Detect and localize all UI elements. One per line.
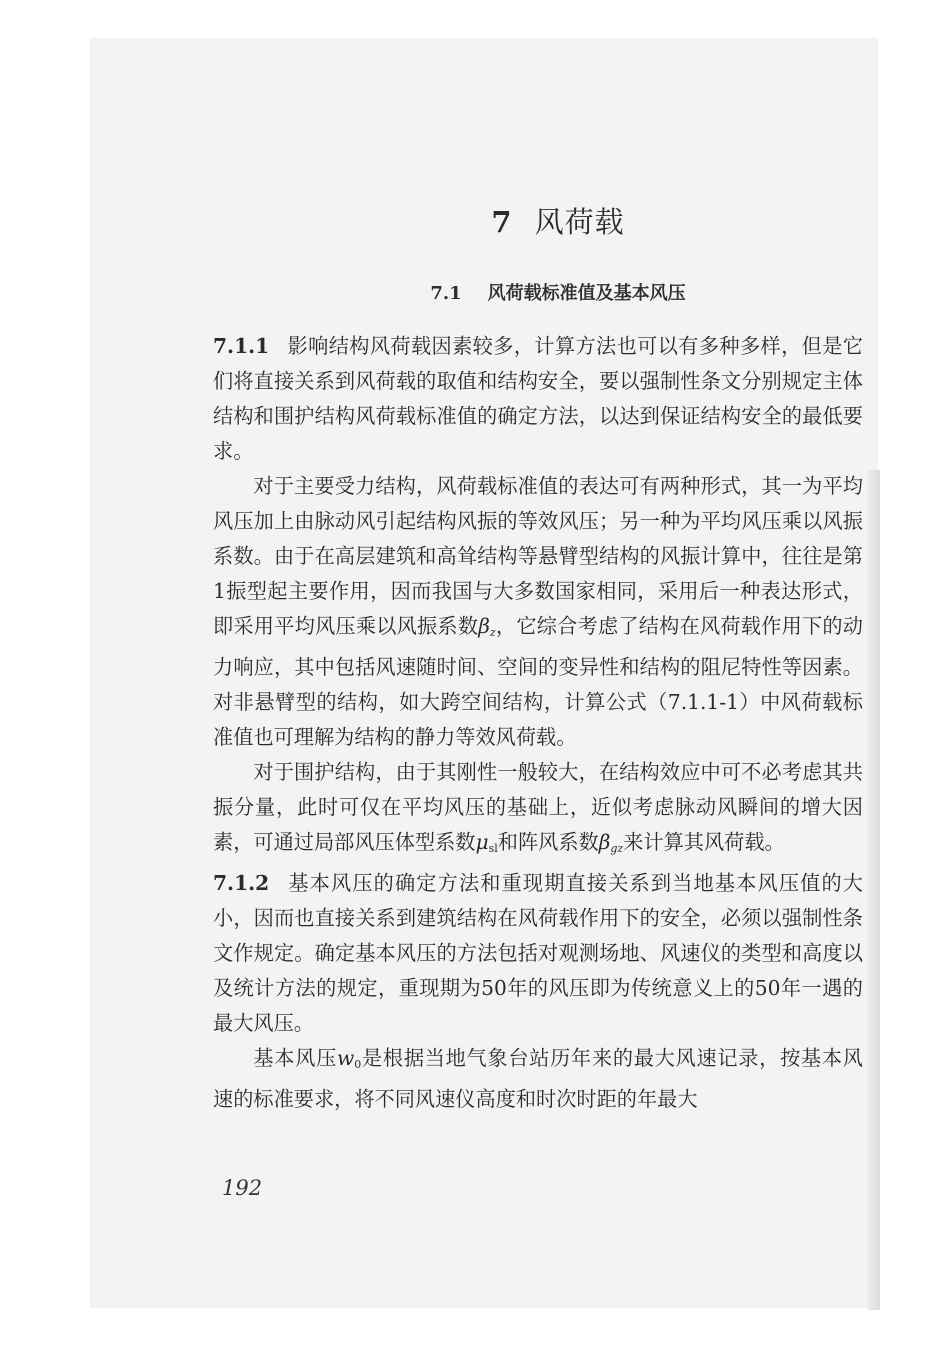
page-number: 192 xyxy=(222,1176,263,1200)
section-number: 7.1 xyxy=(430,283,462,304)
symbol-w-0: $w_0$ xyxy=(337,1046,362,1071)
chapter-heading xyxy=(213,200,863,241)
clause-7-1-1-paragraph-3 xyxy=(213,755,863,866)
paragraph-text: 和阵风系数 xyxy=(497,830,599,854)
chapter-title: 风荷载 xyxy=(534,205,625,239)
clause-7-1-1-paragraph-1 xyxy=(213,329,863,469)
paragraph-text: 影响结构风荷载因素较多，计算方法也可以有多种多样，但是它们将直接关系到风荷载的取值和结构安全，要以强制性条文分别规定主体结构和围护结构风荷载标准值的确定方法，以达到保证结构安全的最低要求。 xyxy=(213,334,863,463)
page-content xyxy=(213,200,863,1117)
page-edge-shadow xyxy=(868,470,880,1310)
paragraph-text: ，它综合考虑了结构在风荷载作用下的动力响应，其中包括风速随时间、空间的变异性和结构的阻尼特性等因素。对非悬臂型的结构，如大跨空间结构，计算公式（7.1.1-1）中风荷载标准值也可理解为结构的静力等效风荷载。 xyxy=(213,614,863,749)
clause-number: 7.1.1 xyxy=(213,334,270,358)
symbol-beta-gz: βgz xyxy=(598,830,624,855)
section-title: 风荷载标准值及基本风压 xyxy=(487,283,686,304)
symbol-beta-z: βz xyxy=(478,614,496,639)
clause-7-1-2-paragraph-2 xyxy=(213,1041,863,1117)
paragraph-text: 来计算其风荷载。 xyxy=(623,830,785,854)
clause-number: 7.1.2 xyxy=(213,871,270,895)
symbol-mu-sl: $\mu_{sl}$ xyxy=(475,830,498,855)
paragraph-text: 是根据当地气象台站历年来的最大风速记录，按基本风速的标准要求，将不同风速仪高度和时次时距的年最大 xyxy=(213,1046,863,1111)
paragraph-text: 对于围护结构，由于其刚性一般较大，在结构效应中可不必考虑其共振分量，此时可仅在平均风压的基础上，近似考虑脉动风瞬间的增大因素，可通过局部风压体型系数 xyxy=(213,760,863,854)
clause-7-1-1-paragraph-2 xyxy=(213,469,863,755)
paragraph-text: 基本风压 xyxy=(253,1046,338,1070)
chapter-number: 7 xyxy=(491,205,513,239)
clause-7-1-2-paragraph-1 xyxy=(213,866,863,1041)
section-heading xyxy=(213,279,863,305)
paragraph-text: 对于主要受力结构，风荷载标准值的表达可有两种形式，其一为平均风压加上由脉动风引起结构风振的等效风压；另一种为平均风压乘以风振系数。由于在高层建筑和高耸结构等悬臂型结构的风振计算中，往往是第1振型起主要作用，因而我国与大多数国家相同，采用后一种表达形式，即采用平均风压乘以风振系数 xyxy=(213,474,863,638)
paragraph-text: 基本风压的确定方法和重现期直接关系到当地基本风压值的大小，因而也直接关系到建筑结构在风荷载作用下的安全，必须以强制性条文作规定。确定基本风压的方法包括对观测场地、风速仪的类型和高度以及统计方法的规定，重现期为50年的风压即为传统意义上的50年一遇的最大风压。 xyxy=(213,871,863,1035)
